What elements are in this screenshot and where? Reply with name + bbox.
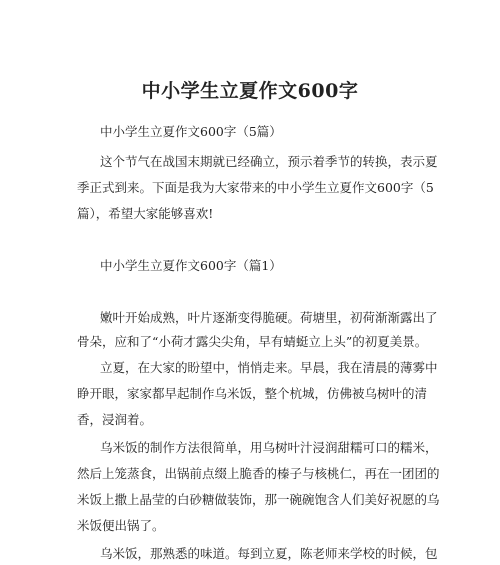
paragraph1-line-1: 嫩叶开始成熟，叶片逐渐变得脆硬。荷塘里，初荷渐渐露出了 [100,310,438,325]
paragraph3-line-4: 米饭便出锅了。 [77,518,165,533]
paragraph2-line-2: 睁开眼，家家都早起制作乌米饭，整个杭城，仿佛被乌树叶的清 [77,386,428,401]
paragraph3-line-1: 乌米饭的制作方法很简单，用乌树叶汁浸润甜糯可口的糯米， [100,440,438,455]
paragraph3-line-3: 米饭上撒上晶莹的白砂糖做装饰，那一碗碗饱含人们美好祝愿的乌 [77,492,440,507]
document-subtitle: 中小学生立夏作文600字（5篇） [100,124,282,139]
intro-line-3: 篇），希望大家能够喜欢! [77,206,214,221]
intro-line-2: 季正式到来。下面是我为大家带来的中小学生立夏作文600字（5 [77,180,434,195]
paragraph2-line-3: 香，浸润着。 [77,412,153,427]
paragraph1-line-2: 骨朵，应和了“小荷才露尖尖角，早有蜻蜓立上头”的初夏美景。 [77,334,428,349]
document-title: 中小学生立夏作文600字 [141,80,359,102]
intro-line-1: 这个节气在战国末期就已经确立，预示着季节的转换，表示夏 [100,154,438,169]
paragraph2-line-1: 立夏，在大家的盼望中，悄悄走来。早晨，我在清晨的薄雾中 [100,360,438,375]
paragraph4-line-1: 乌米饭，那熟悉的味道。每到立夏，陈老师来学校的时候，包 [100,546,438,561]
section-heading: 中小学生立夏作文600字（篇1） [100,258,282,273]
paragraph3-line-2: 然后上笼蒸食，出锅前点缀上脆香的榛子与核桃仁，再在一团团的 [77,466,440,481]
